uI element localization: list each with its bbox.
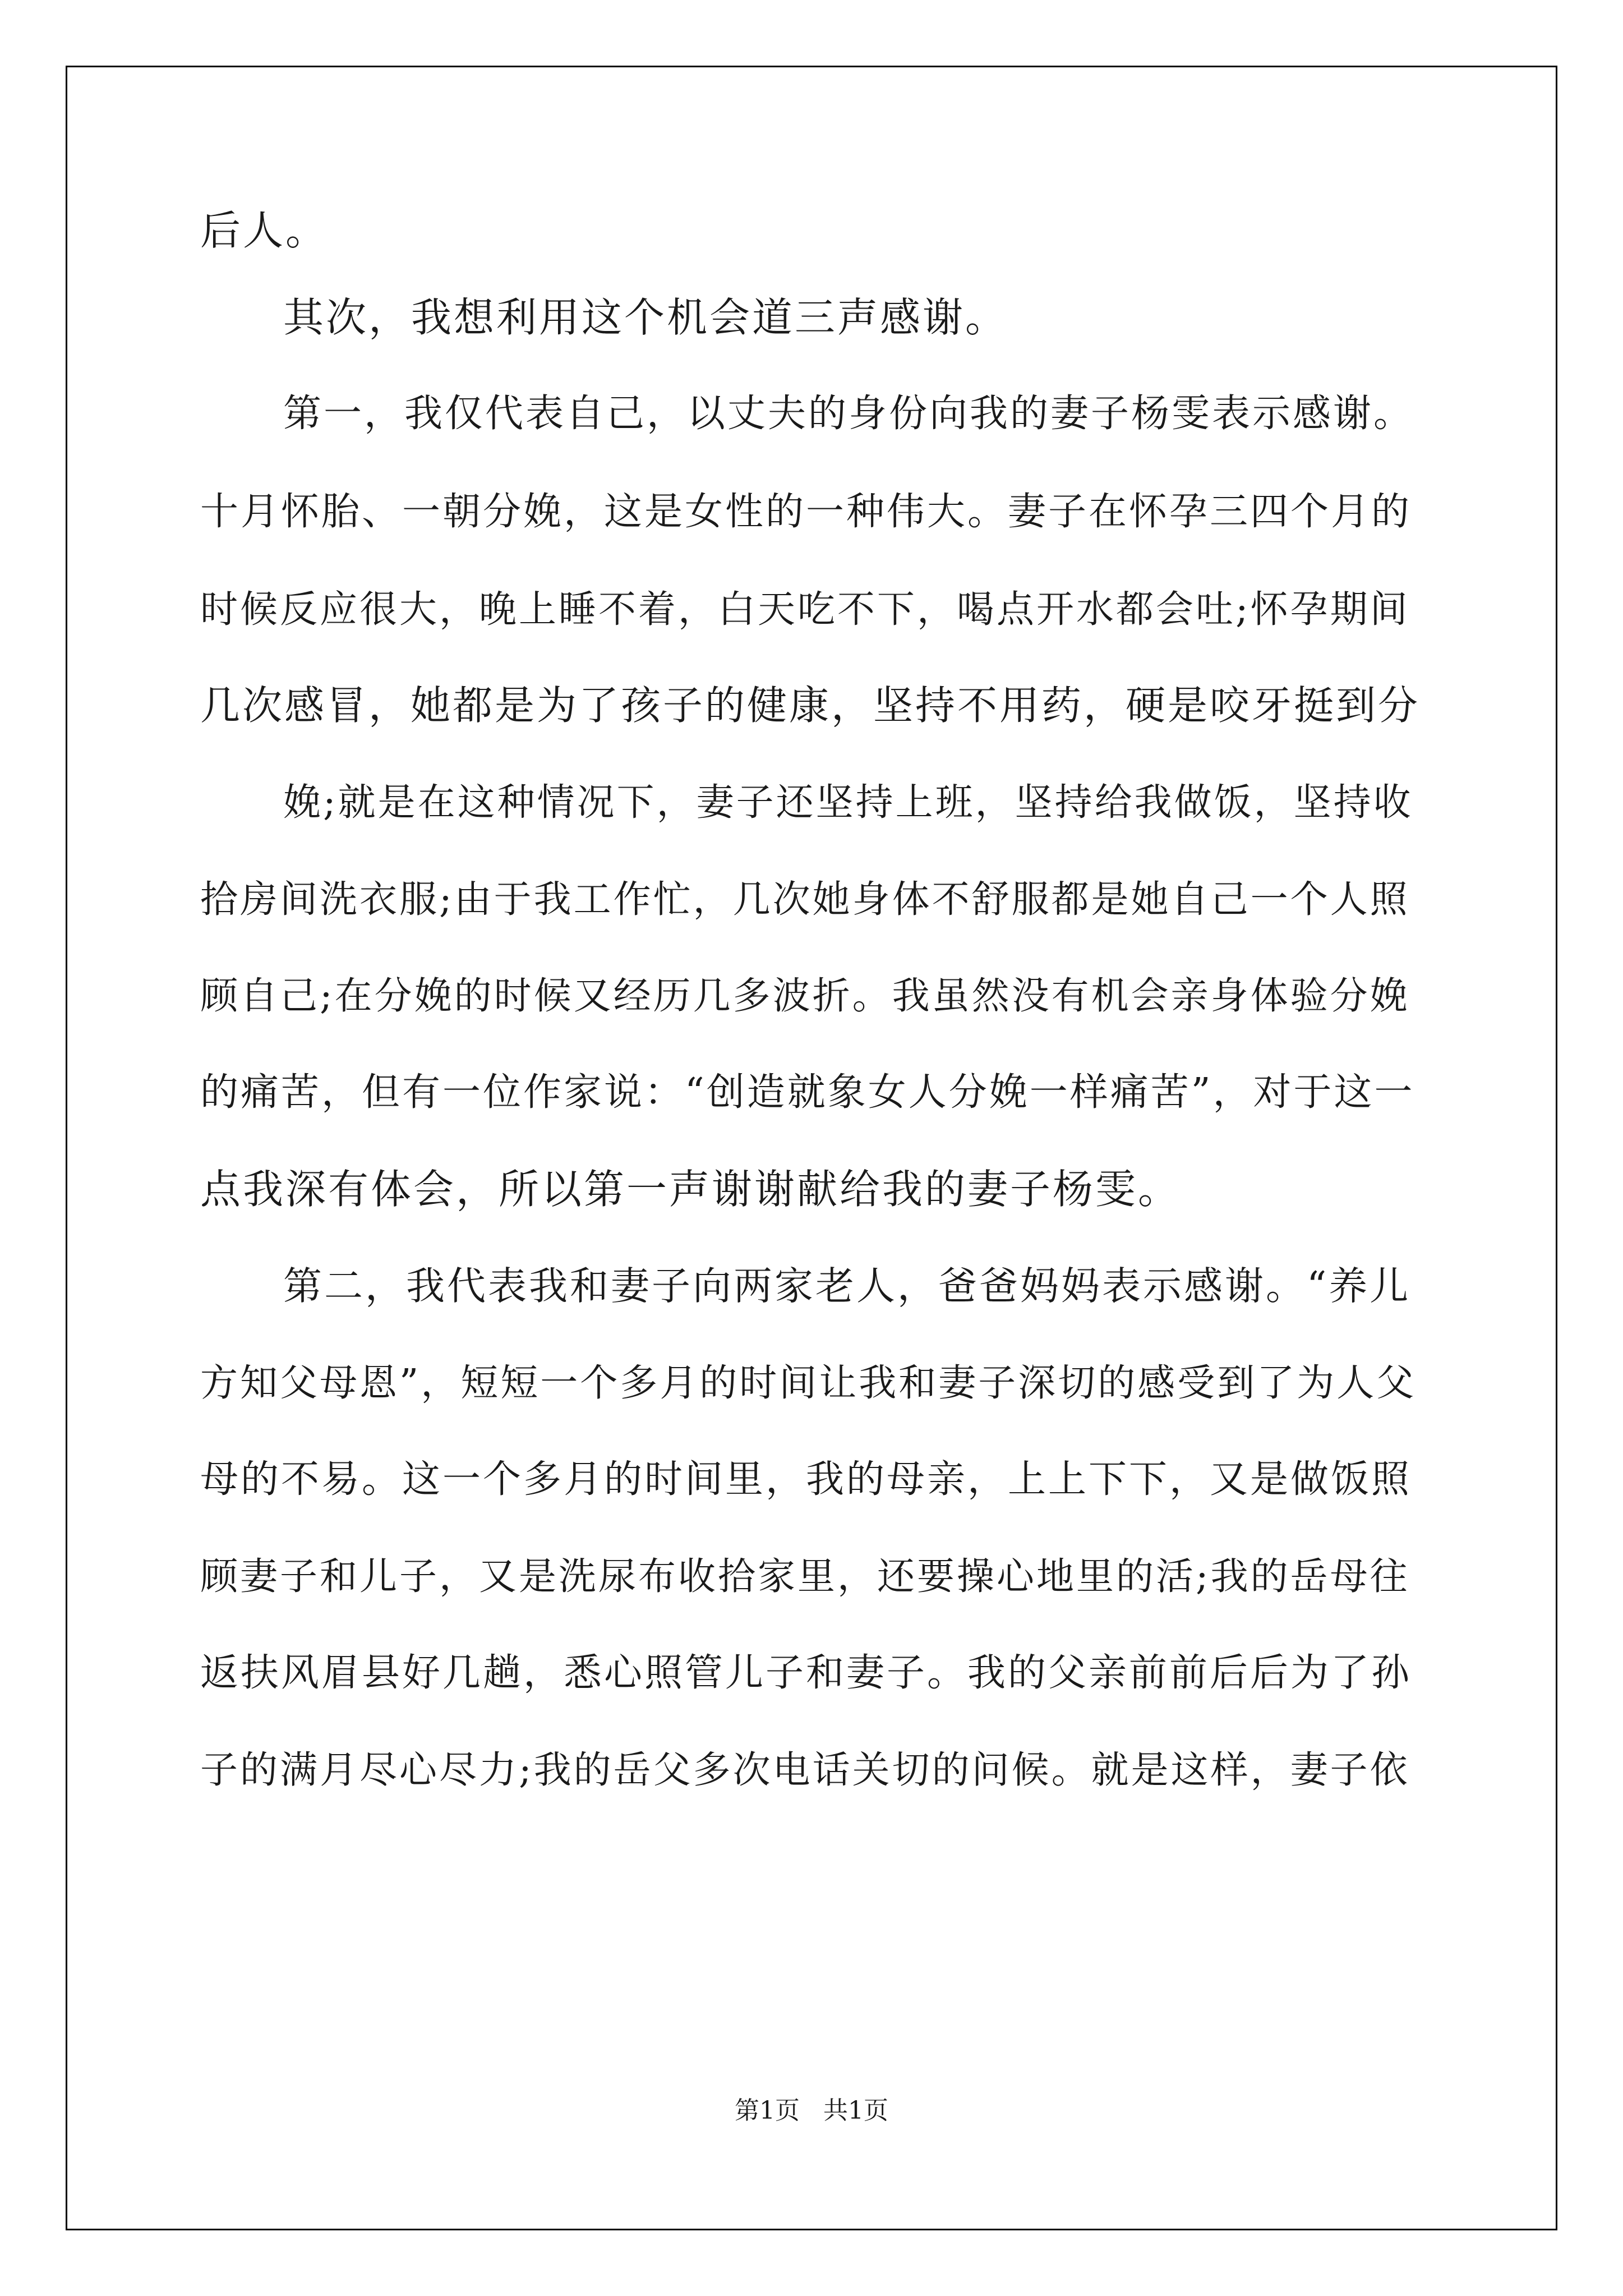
text-line: 返扶风眉县好几趟，悉心照管儿子和妻子。我的父亲前前后后为了孙 [200, 1651, 1412, 1695]
text-line: 顾妻子和儿子，又是洗尿布收拾家里，还要操心地里的活;我的岳母往 [200, 1554, 1410, 1598]
text-line: 母的不易。这一个多月的时间里，我的母亲，上上下下，又是做饭照 [200, 1457, 1412, 1502]
text-line: 十月怀胎、一朝分娩，这是女性的一种伟大。妻子在怀孕三四个月的 [200, 490, 1412, 534]
text-line: 的痛苦，但有一位作家说：“创造就象女人分娩一样痛苦”，对于这一 [200, 1070, 1415, 1115]
text-line: 其次，我想利用这个机会道三声感谢。 [283, 294, 1008, 341]
text-line: 第一，我仅代表自己，以丈夫的身份向我的妻子杨雯表示感谢。 [283, 392, 1414, 436]
text-line: 顾自己;在分娩的时候又经历几多波折。我虽然没有机会亲身体验分娩 [200, 974, 1410, 1018]
text-line: 第二，我代表我和妻子向两家老人，爸爸妈妈表示感谢。“养儿 [283, 1264, 1411, 1309]
text-line: 后人。 [200, 207, 329, 254]
text-line: 娩;就是在这种情况下，妻子还坚持上班，坚持给我做饭，坚持收 [283, 780, 1413, 824]
text-line: 子的满月尽心尽力;我的岳父多次电话关切的问候。就是这样，妻子依 [200, 1748, 1410, 1792]
text-line: 拾房间洗衣服;由于我工作忙，几次她身体不舒服都是她自己一个人照 [200, 877, 1410, 921]
text-line: 方知父母恩”，短短一个多月的时间让我和妻子深切的感受到了为人父 [200, 1361, 1417, 1405]
text-line: 几次感冒，她都是为了孩子的健康，坚持不用药，硬是咬牙挺到分 [200, 682, 1421, 729]
text-line: 时候反应很大，晚上睡不着，白天吃不下，喝点开水都会吐;怀孕期间 [200, 587, 1410, 631]
page-number-footer: 第1页 共1页 [735, 2096, 888, 2125]
text-line: 点我深有体会，所以第一声谢谢献给我的妻子杨雯。 [200, 1166, 1181, 1213]
